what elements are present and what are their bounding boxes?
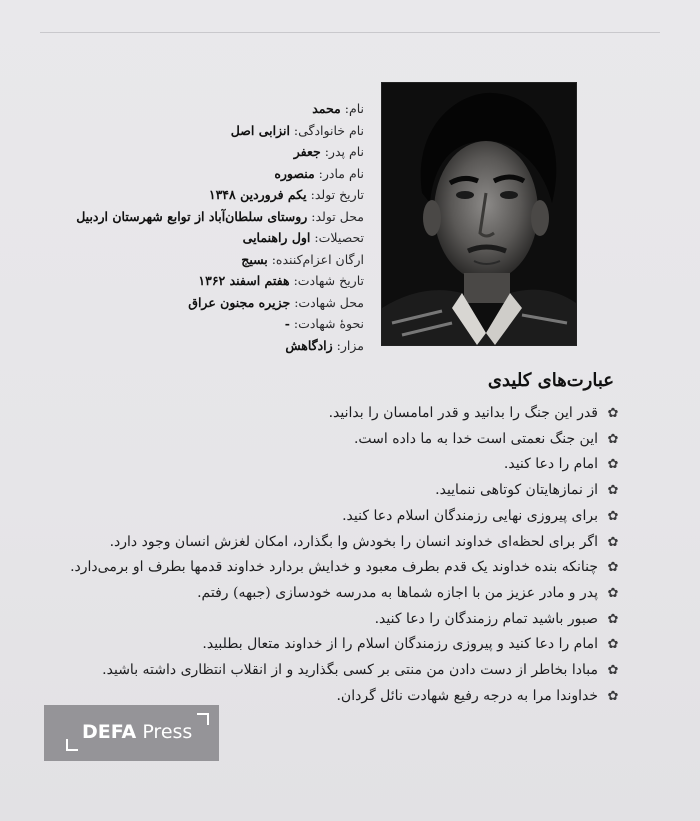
key-phrase-text: پدر و مادر عزیز من با اجازه شماها به مدرسه خودسازی (جبهه) رفتم. [197,584,598,601]
bio-field [64,227,364,249]
key-phrase-text: صبور باشید تمام رزمندگان را دعا کنید. [374,610,598,627]
bio-field [64,292,364,314]
defa-press-watermark [44,705,219,761]
bio-field-label: تحصیلات: [314,230,364,245]
key-phrase-text: از نمازهایتان کوتاهی ننمایید. [435,482,598,499]
flower-bullet-icon: ✿ [607,611,619,627]
key-phrase-text: این جنگ نعمتی است خدا به ما داده است. [353,430,598,447]
watermark-logo-text [82,721,192,743]
portrait-photo [381,82,577,346]
watermark-suffix: Press [142,721,193,743]
bio-field [64,184,364,206]
bio-field-label: تاریخ تولد: [310,187,364,202]
bio-field-value: انزابی اصل [230,122,290,138]
bio-field-value: محمد [312,101,341,116]
flower-bullet-icon: ✿ [607,688,619,704]
watermark-brand: DEFA [82,721,137,743]
corner-bracket-icon [197,713,209,725]
bio-field-value: زادگاهش [285,337,333,353]
key-phrase-text: خداوندا مرا به درجه رفیع شهادت نائل گردان. [336,687,598,704]
bio-field [64,163,364,185]
bio-field-label: نام پدر: [324,144,364,159]
bio-field [64,335,364,357]
bio-field [64,98,364,120]
bio-field-label: نام خانوادگی: [293,122,364,138]
bio-field-value: - [284,316,290,331]
bio-field-label: نحوهٔ شهادت: [293,316,364,331]
corner-bracket-icon [66,739,78,751]
bio-field [64,270,364,292]
key-phrase-item [40,504,620,530]
page-frame-line [40,32,660,33]
key-phrase-item [40,581,620,607]
bio-field-value: جعفر [293,144,321,159]
flower-bullet-icon: ✿ [607,431,619,447]
key-phrase-text: امام را دعا کنید. [503,456,598,473]
flower-bullet-icon: ✿ [607,585,619,601]
bio-field-label: محل تولد: [311,208,364,224]
key-phrase-item [40,658,620,684]
bio-field-value: بسیج [241,251,268,267]
bio-field-label: نام مادر: [318,165,364,181]
flower-bullet-icon: ✿ [607,560,619,576]
bio-field-value: یکم فروردین ۱۳۴۸ [208,187,307,202]
bio-field-value: جزیره مجنون عراق [188,294,291,310]
bio-field-label: نام: [344,101,364,116]
key-phrase-text: قدر این جنگ را بدانید و قدر امامسان را بدانید. [328,405,598,421]
key-phrase-text: امام را دعا کنید و پیروزی رزمندگان اسلام را از خداوند متعال بطلبید. [202,636,598,653]
key-phrase-item [40,401,620,427]
key-phrase-item [40,452,620,478]
key-phrase-item [40,607,620,633]
bio-field-value: هفتم اسفند ۱۳۶۲ [198,273,290,288]
bio-field-label: محل شهادت: [294,294,364,310]
key-phrases-heading: عبارت‌های کلیدی [487,370,614,391]
biography-block [64,98,364,356]
bio-field-label: ارگان اعزام‌کننده: [271,251,364,267]
key-phrase-text: مبادا بخاطر از دست دادن من منتی بر کسی بگذارید و از انقلاب انتظاری داشته باشید. [102,662,598,679]
flower-bullet-icon: ✿ [607,534,619,550]
bio-field [64,206,364,228]
key-phrase-item [40,555,620,581]
key-phrase-text: برای پیروزی نهایی رزمندگان اسلام دعا کنید. [342,507,598,524]
key-phrases-list [40,401,620,709]
key-phrase-item [40,427,620,453]
flower-bullet-icon: ✿ [607,663,619,679]
bio-field-label: مزار: [336,337,364,353]
flower-bullet-icon: ✿ [607,637,619,653]
key-phrase-item [40,632,620,658]
key-phrase-text: اگر برای لحظه‌ای خداوند انسان را بخودش وا بگذارد، امکان لغزش انسان وجود دارد. [109,533,598,550]
bio-field-value: منصوره [274,165,315,181]
bio-field-value: اول راهنمایی [242,230,311,245]
bio-field-value: روستای سلطان‌آباد از توابع شهرستان اردبیل [76,208,308,224]
bio-field [64,141,364,163]
bio-field [64,313,364,335]
bio-field-label: تاریخ شهادت: [293,273,364,288]
key-phrase-item [40,478,620,504]
key-phrase-text: چنانکه بنده خداوند یک قدم بطرف معبود و خدایش بردارد خداوند قدمها بطرف او برمی‌دارد. [70,559,598,576]
key-phrase-item [40,530,620,556]
bio-field [64,249,364,271]
bio-field [64,120,364,142]
flower-bullet-icon: ✿ [607,457,619,473]
flower-bullet-icon: ✿ [607,406,619,421]
flower-bullet-icon: ✿ [607,483,619,499]
flower-bullet-icon: ✿ [607,508,619,524]
